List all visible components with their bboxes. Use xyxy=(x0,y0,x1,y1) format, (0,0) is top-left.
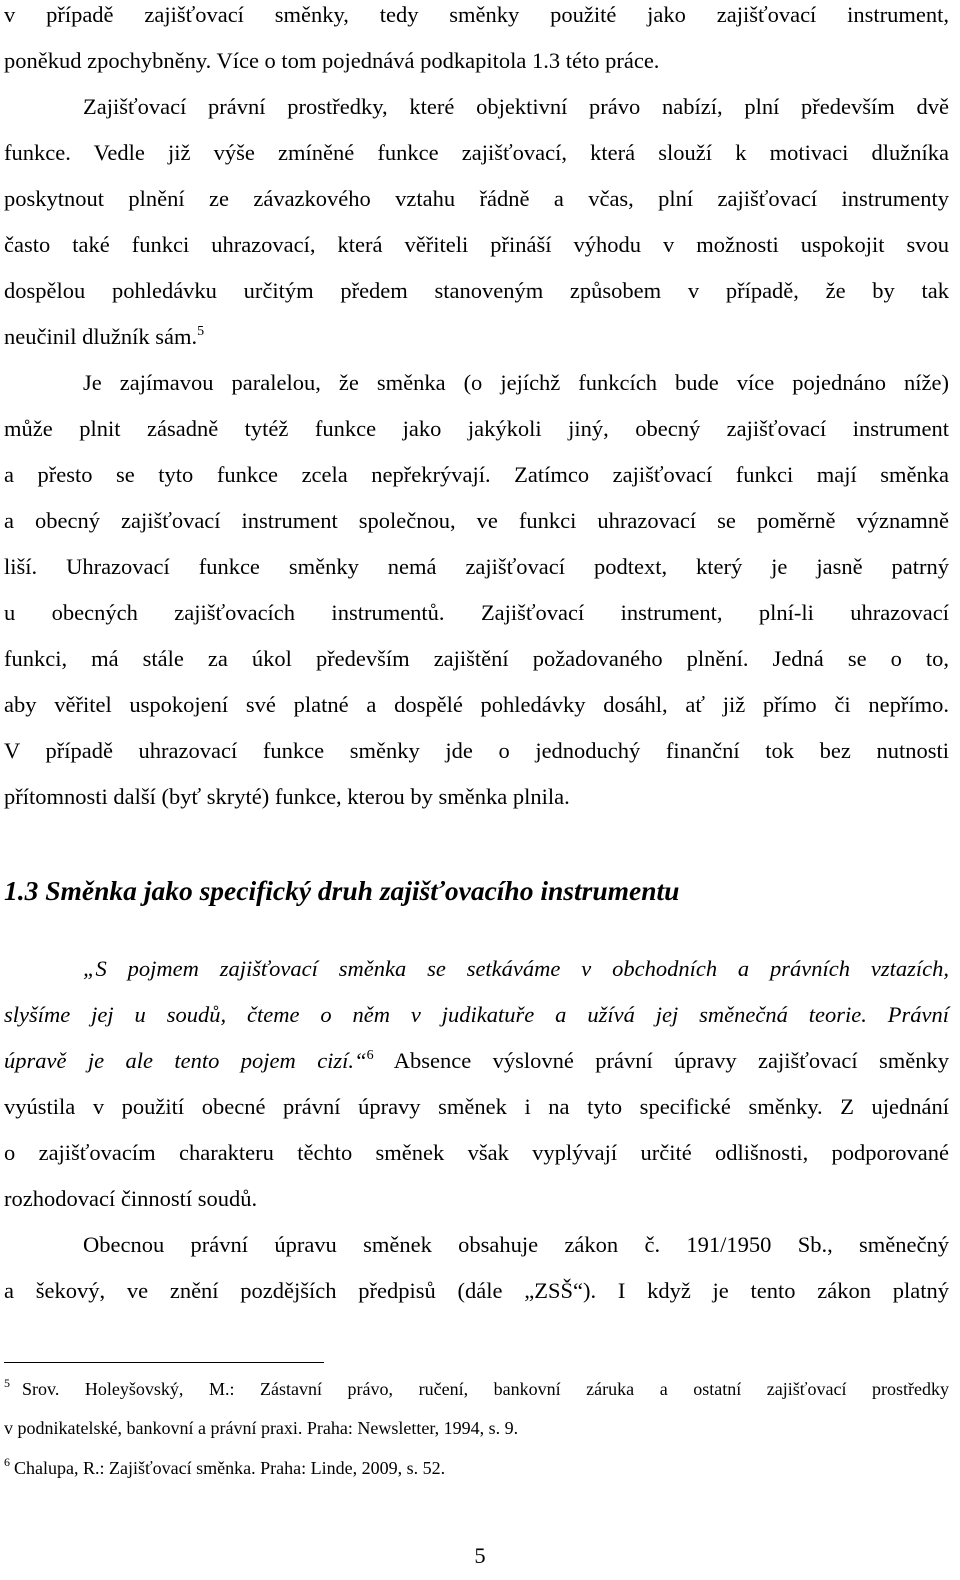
quote-mixed-line xyxy=(4,1046,949,1076)
body-line: funkci, má stále za úkol především zajištění požadovaného plnění. Jedná se o to, xyxy=(4,646,949,671)
paragraph-first-line: Obecnou právní úpravu směnek obsahuje zákon č. 191/1950 Sb., směnečný xyxy=(83,1232,949,1257)
section-heading: 1.3 Směnka jako specifický druh zajišťovacího instrumentu xyxy=(4,875,680,906)
body-line: přítomnosti další (byť skryté) funkce, kterou by směnka plnila. xyxy=(4,784,570,809)
paragraph-first-line: Je zajímavou paralelou, že směnka (o jejíchž funkcích bude více pojednáno níže) xyxy=(83,370,949,395)
footnote-ref-5: 5 xyxy=(197,324,205,339)
body-line: a šekový, ve znění pozdějších předpisů (dále „ZSŠ“). I když je tento zákon platný xyxy=(4,1278,949,1303)
body-line: o zajišťovacím charakteru těchto směnek však vyplývají určité odlišnosti, podporované xyxy=(4,1140,949,1165)
quote-close-mark: “ xyxy=(354,1048,367,1073)
body-line: dospělou pohledávku určitým předem stanoveným způsobem v případě, že by tak xyxy=(4,278,949,303)
body-line-last xyxy=(4,322,949,352)
body-line: poskytnout plnění ze závazkového vztahu řádně a včas, plní zajišťovací instrumenty xyxy=(4,186,949,211)
body-line: funkce. Vedle již výše zmíněné funkce zajišťovací, která slouží k motivaci dlužníka xyxy=(4,140,949,165)
footnote-5-line xyxy=(4,1377,949,1401)
body-line: a obecný zajišťovací instrument společnou, ve funkci uhrazovací se poměrně významně xyxy=(4,508,949,533)
body-line-text: Absence výslovné právní úpravy zajišťovací směnky xyxy=(393,1048,949,1073)
body-line: může plnit zásadně tytéž funkce jako jakýkoli jiný, obecný zajišťovací instrument xyxy=(4,416,949,441)
body-line: v případě zajišťovací směnky, tedy směnky použité jako zajišťovací instrument, xyxy=(4,2,949,27)
quote-line: slyšíme jej u soudů, čteme o něm v judikatuře a užívá jej směnečná teorie. Právní xyxy=(4,1002,949,1027)
footnote-5-text: Srov. Holeyšovský, M.: Zástavní právo, ručení, bankovní záruka a ostatní zajišťovací prostředky xyxy=(22,1379,949,1399)
footnote-ref-6: 6 xyxy=(366,1048,374,1063)
footnote-5-mark: 5 xyxy=(4,1376,10,1390)
footnote-6-line xyxy=(4,1456,949,1480)
footnote-6-text: Chalupa, R.: Zajišťovací směnka. Praha: Linde, 2009, s. 52. xyxy=(14,1458,446,1478)
body-line-text: neučinil dlužník sám. xyxy=(4,324,198,349)
body-line: u obecných zajišťovacích instrumentů. Zajišťovací instrument, plní-li uhrazovací xyxy=(4,600,949,625)
quote-line: „S pojmem zajišťovací směnka se setkáváme v obchodních a právních vztazích, xyxy=(83,956,949,981)
footnote-separator xyxy=(4,1362,324,1363)
body-line: liší. Uhrazovací funkce směnky nemá zajišťovací podtext, který je jasně patrný xyxy=(4,554,949,579)
body-line: a přesto se tyto funkce zcela nepřekrývají. Zatímco zajišťovací funkci mají směnka xyxy=(4,462,949,487)
body-line: často také funkci uhrazovací, která věřiteli přináší výhodu v možnosti uspokojit svou xyxy=(4,232,949,257)
quote-line-end: úpravě je ale tento pojem cizí. xyxy=(4,1048,355,1073)
footnote-5-line: v podnikatelské, bankovní a právní praxi. Praha: Newsletter, 1994, s. 9. xyxy=(4,1418,519,1438)
footnote-6-mark: 6 xyxy=(4,1455,10,1469)
body-line: V případě uhrazovací funkce směnky jde o jednoduchý finanční tok bez nutnosti xyxy=(4,738,949,763)
body-line: poněkud zpochybněny. Více o tom pojednává podkapitola 1.3 této práce. xyxy=(4,48,660,73)
body-line: aby věřitel uspokojení své platné a dospělé pohledávky dosáhl, ať již přímo či nepřímo. xyxy=(4,692,949,717)
paragraph-first-line: Zajišťovací právní prostředky, které objektivní právo nabízí, plní především dvě xyxy=(83,94,949,119)
body-line: vyústila v použití obecné právní úpravy směnek i na tyto specifické směnky. Z ujednání xyxy=(4,1094,949,1119)
page-number: 5 xyxy=(474,1543,486,1568)
body-line: rozhodovací činností soudů. xyxy=(4,1186,258,1211)
